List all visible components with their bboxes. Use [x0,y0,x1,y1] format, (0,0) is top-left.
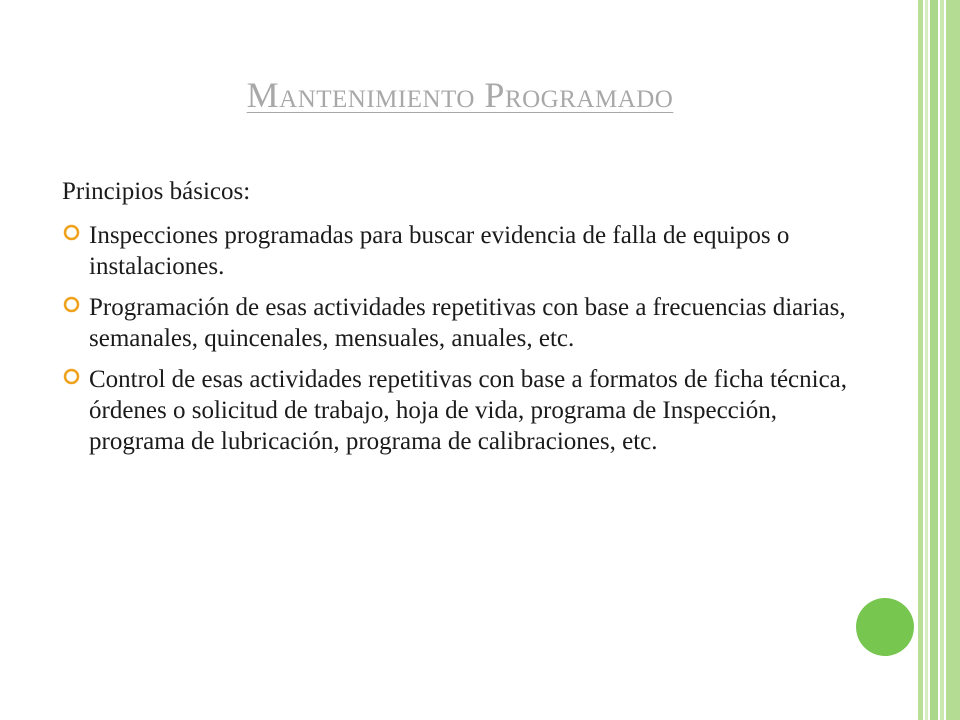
slide-title: Mantenimiento Programado [246,75,674,115]
intro-text: Principios básicos: [62,178,251,205]
decorative-stripe [946,0,960,720]
orange-ring-bullet-icon [62,295,81,314]
bullet-text: Inspecciones programadas para buscar evidencia de falla de equipos o instalaciones. [89,222,790,280]
bullet-item [62,292,852,354]
green-circle-icon [856,598,914,656]
bullet-text: Control de esas actividades repetitivas con base a formatos de ficha técnica, órdenes o solicitud de trabajo, hoja de vida, programa de Inspección, programa de lubricación, programa de calibraciones, etc. [89,366,848,455]
bullet-item [62,220,852,282]
decorative-stripe [930,0,938,720]
orange-ring-bullet-icon [62,223,81,242]
bullet-list [62,220,852,467]
decorative-stripe [925,0,928,720]
bullet-text: Programación de esas actividades repetitivas con base a frecuencias diarias, semanales, quincenales, mensuales, anuales, etc. [89,294,846,352]
bullet-item [62,364,852,457]
decorative-stripe [940,0,944,720]
orange-ring-bullet-icon [62,367,81,386]
decorative-stripe [918,0,923,720]
